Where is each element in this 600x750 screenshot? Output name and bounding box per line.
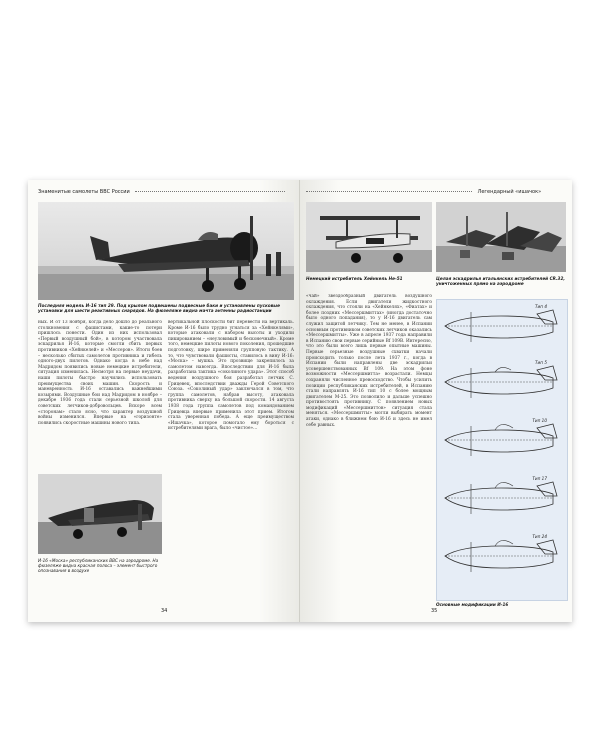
diagram-label-type5: Тип 5 bbox=[534, 360, 547, 365]
photo-mosca-caption: И-16 «Моска» республиканских ВВС на аэродроме. На фюзеляже видна красная полоса – элемент быстрого опознавания в воздухе bbox=[38, 558, 159, 574]
running-head-rule bbox=[306, 191, 472, 192]
diagram-label-type4: Тип 4 bbox=[534, 304, 547, 309]
running-head-rule bbox=[135, 191, 285, 192]
plane-profile-icon bbox=[441, 360, 563, 404]
photo-i16-type29-caption: Последняя модель И-16 тип 29. Под крылом подвешены подвесные баки и установлены пусковые установки для шести реактивных снарядов. На фюзеляже видна мачта антенны радиостанции bbox=[38, 303, 280, 314]
right-running-head-text: Легендарный «ишачок» bbox=[477, 189, 542, 195]
right-folio: 35 bbox=[431, 608, 438, 614]
book-spread bbox=[28, 180, 572, 622]
plane-profile-icon bbox=[441, 534, 563, 578]
diagram-type-4 bbox=[441, 304, 563, 348]
photo-heinkel-caption: Немецкий истребитель Хейнкель He-51 bbox=[306, 276, 403, 281]
photo-heinkel-he51 bbox=[306, 202, 432, 272]
photo-cr32-caption: Целая эскадрилья итальянских истребителей CR.32, уничтоженных прямо на аэродроме bbox=[436, 276, 565, 287]
left-col-1: ных. И от 13 ноября, когда дело дошло до реального столкновения с фашистами, какие-то потери пришлось понести. Один из них использовал «Первый воздушный бой», в котором участвовала эскадрилья И-16, которые смогли сбить первых противников «Хейнкелей» и «Мессеров». Итоги боев – несколько сбитых самолетов противника и гибель одного-двух пилотов. Однако когда в небе над Мадридом появились новые немецкие истребители, ситуация изменилась. Несмотря на первые неудачи, наши пилоты быстро научились использовать преимущества своих машин. Скорость и маневренность И-16 оставались важнейшими козырями. Воздушные бои над Мадридом в ноябре – декабре 1936 года стали серьезной школой для советских летчиков-добровольцев. Вскоре всем «сторонам» стало ясно, что характер воздушной войны изменился. Впервые на «горизонте» появились скоростные машины нового типа. bbox=[38, 320, 162, 426]
photo-mosca-airfield bbox=[38, 474, 162, 554]
diagram-type-24 bbox=[441, 534, 563, 578]
diagram-label-type17: Тип 17 bbox=[532, 476, 547, 481]
diagram-type-5 bbox=[441, 360, 563, 404]
right-page bbox=[300, 180, 572, 622]
plane-profile-icon bbox=[441, 304, 563, 348]
right-col-1: «чай» звездообразный двигатель воздушного охлаждения. Если двигатели жидкостного охлаждения, что стояли на «Хейнкелях», «Фиатах» и более поздних «Мессершмиттах» (иногда достаточно было одного попадания), то у И-16 двигатель сам служил защитой летчику. Тем не менее, в Испании основным противником советских летчиков оказались «Мессершмитты». Уже в апреле 1937 года направили в Испанию свои первые серийные Bf 109B. Интересно, что это были всего лишь первые опытные машины. Первые серьезные воздушные схватки начали происходить только после лета 1937 г., когда в Испании были направлены две эскадрильи усовершенствованных Bf 109. На этом фоне возможности «Мессершмитта» возрастали. Немцы сохраняли численное превосходство. Чтобы усилить позиции республиканских истребителей, в Испанию стали направлять И-16 тип 10 с более мощным двигателем М-25. Это позволило и дальше успешно противостоять противнику. С появлением новых модификаций «Мессершмиттов» ситуация стала меняться. «Мессершмитты» могли выбирать момент атаки, однако в ближнем бою И-16 и здесь не имел себе равных. bbox=[306, 294, 432, 428]
i16-modifications-diagram bbox=[436, 299, 568, 601]
diagram-type-17 bbox=[441, 476, 563, 520]
left-page bbox=[28, 180, 300, 622]
diagram-caption: Основные модификации И-16 bbox=[436, 602, 509, 607]
plane-profile-icon bbox=[441, 418, 563, 462]
diagram-label-type10: Тип 10 bbox=[532, 418, 547, 423]
photo-cr32-squadron bbox=[436, 202, 566, 272]
diagram-label-type24: Тип 24 bbox=[532, 534, 547, 539]
right-running-head bbox=[306, 188, 564, 196]
plane-profile-icon bbox=[441, 476, 563, 520]
left-folio: 34 bbox=[161, 608, 168, 614]
photo-i16-type29 bbox=[38, 202, 294, 300]
diagram-type-10 bbox=[441, 418, 563, 462]
left-running-head bbox=[38, 188, 293, 196]
left-running-head-text: Знаменитые самолеты ВВС России bbox=[38, 189, 130, 195]
left-col-2: вертикальной плоскости бит перевести на вертикаль. Кроме И-16 было трудно угнаться за «Хейнкелями», которые атаковали с набором высоты и уходили пикированием – «неуловимый и бесконечный». Кроме того, немецкие пилоты нового поколения, прошедшие подготовку, шире применяли групповую тактику. А то, что чувствовали фашисты, ставилось в вину И-16: «Моска» – мушка. Это прозвище закрепилось за самолетом навсегда. Впоследствии для И-16 была разработана тактика «соколиного удара». Этот способ ведения воздушного боя разработал летчик С. Грицевец, впоследствии дважды Герой Советского Союза. «Соколиный удар» заключался в том, что группа самолетов, набрав высоту, атаковала противника сверху на большой скорости. 14 августа 1938 года группа самолетов под командованием Грицевца впервые применила этот прием. Итогом стала уверенная победа. А еще преимуществом «Ишачка», которое помогало ему бороться с истребителями врага, было «чистое»... bbox=[168, 320, 294, 432]
